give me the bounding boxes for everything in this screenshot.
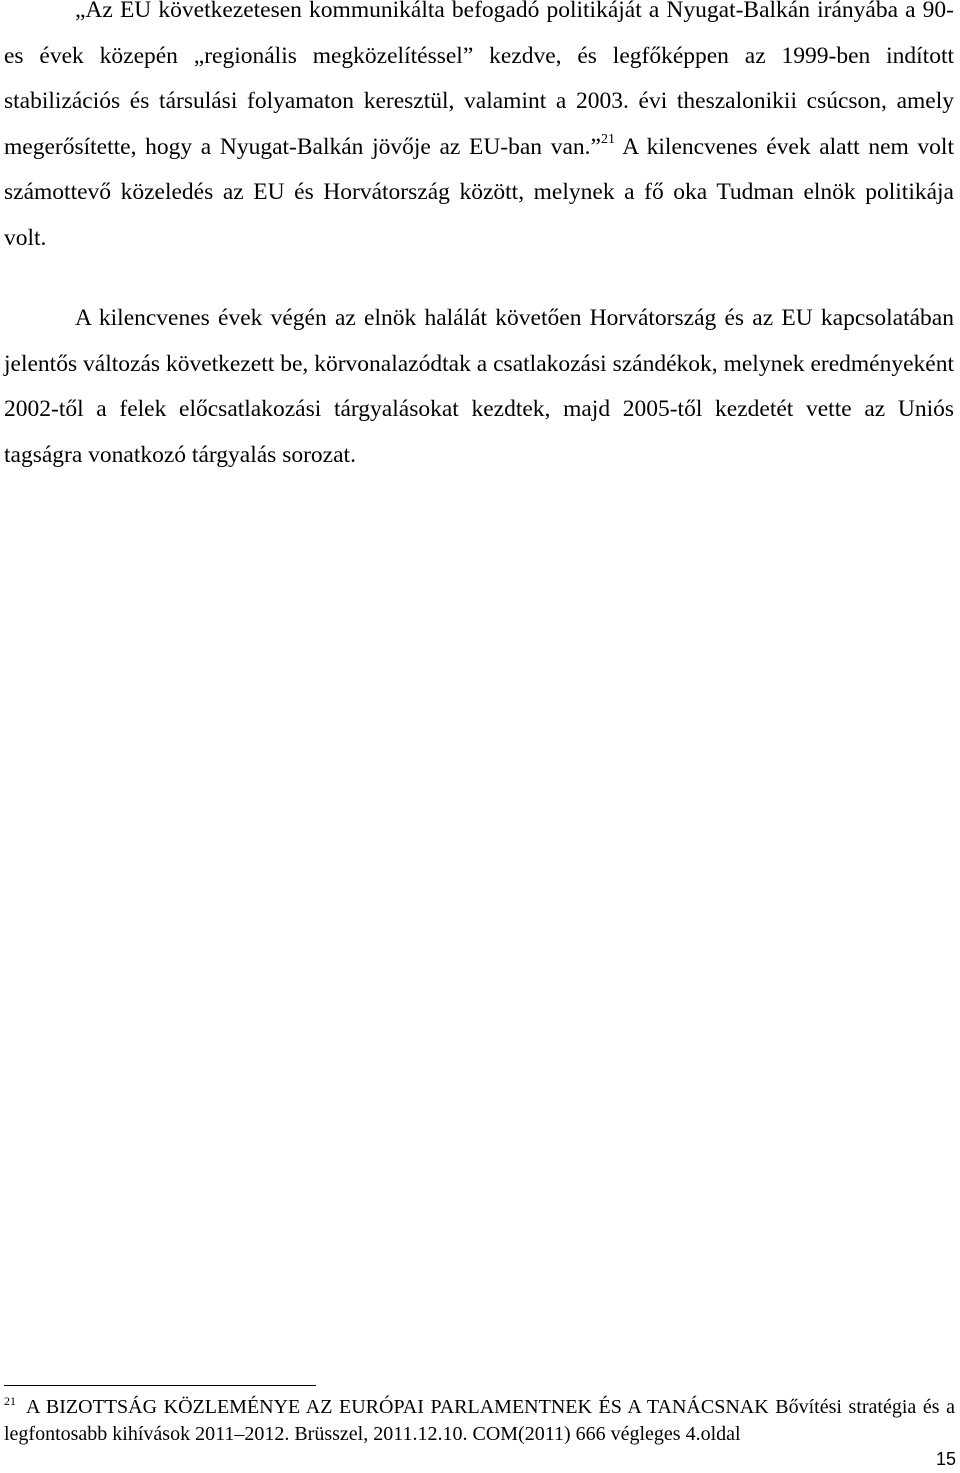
footnote (4, 1394, 955, 1448)
footnote-text: A BIZOTTSÁG KÖZLEMÉNYE AZ EURÓPAI PARLAMENTNEK ÉS A TANÁCSNAK Bővítési stratégia és a legfontosabb kihívások 2011–2012. Brüsszel, 2011.12.10. COM(2011) 666 végleges 4.oldal (4, 1396, 955, 1445)
footnote-number: 21 (4, 1394, 16, 1409)
paragraph-1 (4, 0, 954, 262)
footnote-reference[interactable]: 21 (600, 131, 615, 147)
paragraph-1-quote: „Az EU következetesen kommunikálta befogadó politikáját a Nyugat-Balkán irányába a 90-es évek közepén „regionális megközelítéssel” kezdve, és legfőképpen az 1999-ben indított stabilizációs és társulási folyamaton keresztül, valamint a 2003. évi theszalonikii csúcson, amely megerősítette, hogy a Nyugat-Balkán jövője az EU-ban van.” (4, 0, 954, 160)
paragraph-1-rest: A kilencvenes évek alatt nem volt számottevő közeledés az EU és Horvátország között, melynek a fő oka Tudman elnök politikája volt. (4, 133, 954, 251)
page-number: 15 (935, 1449, 956, 1469)
paragraph-2 (4, 296, 954, 478)
footnote-separator (4, 1385, 316, 1386)
paragraph-2-text: A kilencvenes évek végén az elnök halálát követően Horvátország és az EU kapcsolatában jelentős változás következett be, körvonalazódtak a csatlakozási szándékok, melynek eredményeként 2002-től a felek előcsatlakozási tárgyalásokat kezdtek, majd 2005-től kezdetét vette az Uniós tagságra vonatkozó tárgyalás sorozat. (4, 305, 954, 468)
